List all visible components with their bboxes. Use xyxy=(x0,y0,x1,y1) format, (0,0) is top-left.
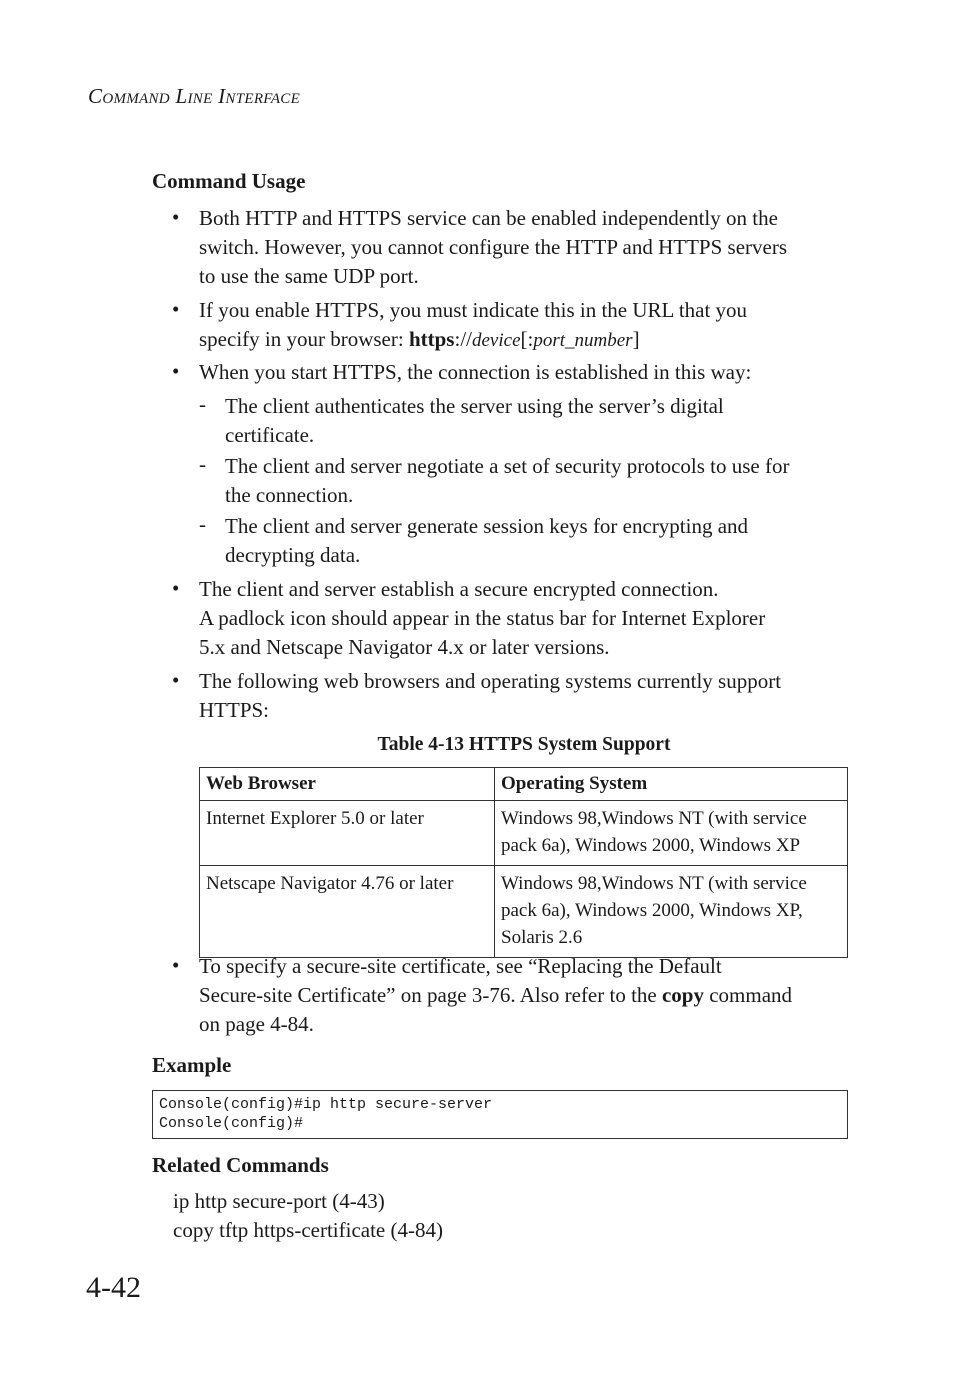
bullet-6-text xyxy=(199,952,849,1039)
bullet-6-line-2-prefix: Secure-site Certificate” on page 3-76. Also refer to the xyxy=(199,983,662,1007)
bullet-3-marker: • xyxy=(172,359,180,383)
cell-browser: Netscape Navigator 4.76 or later xyxy=(200,866,495,958)
dash-1-line-2: certificate. xyxy=(225,423,315,447)
bullet-6-line-2 xyxy=(199,981,849,1010)
url-https: https xyxy=(408,327,455,351)
bullet-6-line-3: on page 4-84. xyxy=(199,1012,314,1036)
dash-1-text xyxy=(225,392,850,450)
bullet-4-line-1: The client and server establish a secure encrypted connection. xyxy=(199,577,719,601)
dash-3-text xyxy=(225,512,850,570)
header-web-browser: Web Browser xyxy=(200,768,495,801)
command-usage-heading: Command Usage xyxy=(152,169,306,193)
running-head-l: L xyxy=(175,84,188,108)
bullet-5-text xyxy=(199,667,849,725)
code-line: Console(config)# xyxy=(159,1115,304,1132)
table-caption: Table 4-13 HTTPS System Support xyxy=(377,734,671,755)
code-line: Console(config)#ip http secure-server xyxy=(159,1096,493,1113)
dash-2-text xyxy=(225,452,850,510)
running-head xyxy=(88,84,300,109)
dash-3-line-2: decrypting data. xyxy=(225,543,361,567)
https-support-table xyxy=(199,767,848,958)
copy-command: copy xyxy=(661,983,704,1007)
dash-1-line-1: The client authenticates the server using the server’s digital xyxy=(225,394,724,418)
cell-os-line: Windows 98,Windows NT (with service xyxy=(501,873,807,894)
table-row xyxy=(200,866,848,958)
running-head-c: C xyxy=(88,84,103,108)
running-head-ommand: OMMAND xyxy=(102,91,170,107)
url-bracket-close: ] xyxy=(632,327,640,351)
bullet-2-marker: • xyxy=(172,297,180,321)
cell-os xyxy=(495,866,848,958)
table-row xyxy=(200,801,848,866)
dash-1-marker: - xyxy=(199,392,206,416)
table-header-row xyxy=(200,768,848,801)
code-example xyxy=(152,1090,848,1139)
running-head-ine: INE xyxy=(187,91,213,107)
bullet-3-line-1: When you start HTTPS, the connection is established in this way: xyxy=(199,360,752,384)
bullet-6-marker: • xyxy=(172,953,180,977)
dash-3-marker: - xyxy=(199,512,206,536)
bullet-1-line-1: Both HTTP and HTTPS service can be enabled independently on the xyxy=(199,206,778,230)
page-number: 4-42 xyxy=(86,1271,141,1304)
cell-os-line: Windows 98,Windows NT (with service xyxy=(501,808,807,829)
bullet-4-marker: • xyxy=(172,576,180,600)
bullet-2-text xyxy=(199,296,849,355)
bullet-4-line-3: 5.x and Netscape Navigator 4.x or later versions. xyxy=(199,635,610,659)
bullet-2-prefix: specify in your browser: xyxy=(199,327,409,351)
url-port: port_number xyxy=(533,330,633,351)
bullet-2-line-1: If you enable HTTPS, you must indicate this in the URL that you xyxy=(199,298,748,322)
url-bracket-open: [: xyxy=(520,327,534,351)
running-head-nterface: NTERFACE xyxy=(225,91,301,107)
dash-2-marker: - xyxy=(199,452,206,476)
header-operating-system: Operating System xyxy=(495,768,848,801)
bullet-2-line-2 xyxy=(199,325,849,355)
bullet-6-line-1: To specify a secure-site certificate, see “Replacing the Default xyxy=(199,954,722,978)
cell-os-line: pack 6a), Windows 2000, Windows XP, xyxy=(501,900,803,921)
bullet-1-line-3: to use the same UDP port. xyxy=(199,264,419,288)
cell-os-line: pack 6a), Windows 2000, Windows XP xyxy=(501,835,801,856)
url-sep: :// xyxy=(454,327,472,351)
bullet-5-line-1: The following web browsers and operating systems currently support xyxy=(199,669,782,693)
bullet-1-marker: • xyxy=(172,205,180,229)
related-command-item: ip http secure-port (4-43) xyxy=(173,1189,385,1213)
dash-2-line-1: The client and server negotiate a set of security protocols to use for xyxy=(225,454,790,478)
bullet-4-line-2: A padlock icon should appear in the status bar for Internet Explorer xyxy=(199,606,766,630)
dash-3-line-1: The client and server generate session keys for encrypting and xyxy=(225,514,749,538)
bullet-5-marker: • xyxy=(172,668,180,692)
cell-os xyxy=(495,801,848,866)
bullet-1-text xyxy=(199,204,849,291)
url-device: device xyxy=(472,330,521,351)
bullet-1-line-2: switch. However, you cannot configure the HTTP and HTTPS servers xyxy=(199,235,787,259)
bullet-4-text xyxy=(199,575,849,662)
related-command-item: copy tftp https-certificate (4-84) xyxy=(173,1218,443,1242)
related-commands-heading: Related Commands xyxy=(152,1153,329,1177)
related-commands-list xyxy=(173,1187,443,1245)
example-heading: Example xyxy=(152,1053,232,1077)
cell-os-line: Solaris 2.6 xyxy=(501,927,583,948)
cell-browser: Internet Explorer 5.0 or later xyxy=(200,801,495,866)
dash-2-line-2: the connection. xyxy=(225,483,354,507)
bullet-5-line-2: HTTPS: xyxy=(199,698,270,722)
running-head-i: I xyxy=(218,84,226,108)
bullet-6-line-2-suffix: command xyxy=(703,983,793,1007)
